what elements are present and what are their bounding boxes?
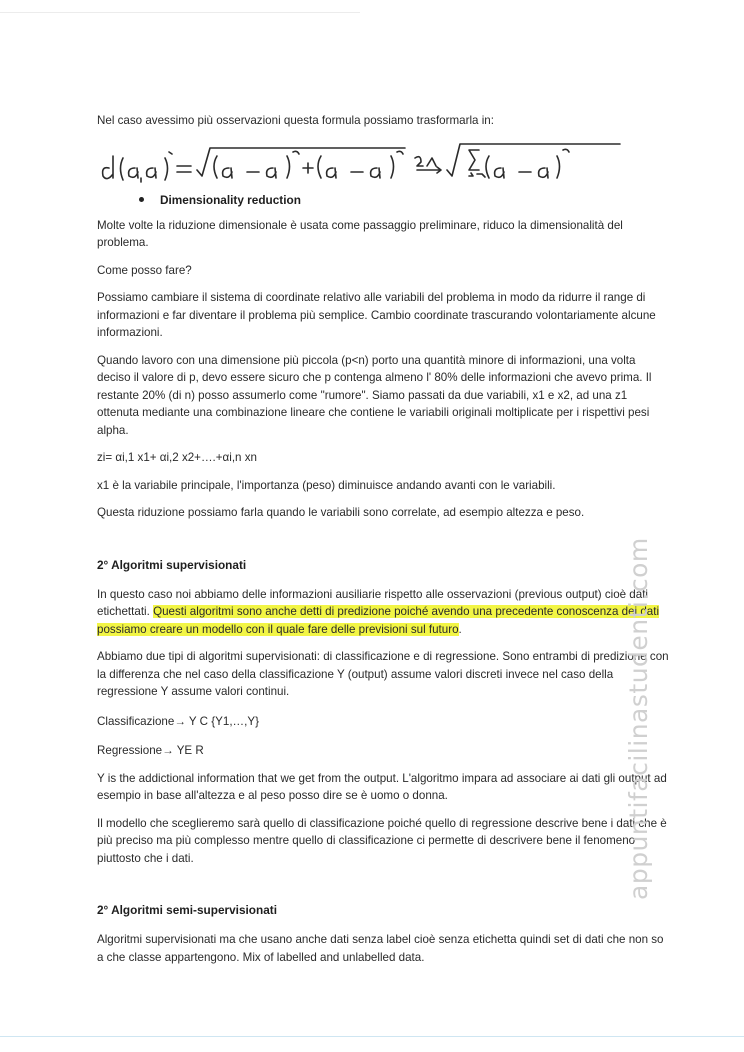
paragraph: Il modello che sceglieremo sarà quello di classificazione poiché quello di regressione descrive bene i dati che è più preciso ma più complesso mentre quello di classificazione ci permette di descrivere bene il fenomeno piuttosto che i dati.: [97, 816, 667, 865]
paragraph-highlighted: [97, 586, 672, 639]
paragraph: Possiamo cambiare il sistema di coordinate relativo alle variabili del problema in modo da ridurre il range di informazioni e far diventare il problema più semplice. Cambio coordinate trascurando volontariamente alcune informazioni.: [97, 291, 656, 339]
page-content: [97, 112, 672, 966]
formula-line: zi= αi,1 x1+ αi,2 x2+….+αi,n xn: [97, 451, 257, 464]
paragraph: x1 è la variabile principale, l'importanza (peso) diminuisce andando avanti con le variabili.: [97, 478, 556, 492]
paragraph: Abbiamo due tipi di algoritmi supervisionati: di classificazione e di regressione. Sono entrambi di predizione con la differenza che nel caso della classificazione Y (output) assume valori discreti invece nel caso della regressione Y assume valori continui.: [97, 650, 669, 698]
paragraph: Algoritmi supervisionati ma che usano anche dati senza label cioè senza etichetta quindi set di dati che non so a che classe appartengono. Mix of labelled and unlabelled data.: [97, 933, 664, 964]
paragraph: Molte volte la riduzione dimensionale è usata come passaggio preliminare, riduco la dimensionalità del problema.: [97, 218, 623, 249]
formula-line: Regressione→ YE R: [97, 744, 204, 757]
section-heading-supervised: 2° Algoritmi supervisionati: [97, 557, 247, 572]
formula-line: Classificazione→ Y C {Y1,…,Y}: [97, 714, 259, 728]
section-heading-semi-supervised: 2° Algoritmi semi-supervisionati: [97, 903, 277, 917]
bullet-icon: [139, 197, 144, 202]
top-divider: [0, 12, 360, 13]
text-segment: In questo caso noi abbiamo delle informazioni ausiliarie rispetto alle osservazioni (previous output) cioè dati etichettati.: [97, 587, 649, 618]
watermark-text: appuntifacilinastudenti.com: [624, 537, 653, 900]
paragraph: Y is the addictional information that we get from the output. L'algoritmo impara ad associare ai dati gli output ad esempio in base all'altezza e al peso posso dire se è uomo o donna.: [97, 771, 667, 802]
highlighted-text: Questi algoritmi sono anche detti di predizione poiché avendo una precedente conoscenza dei dati possiamo creare un modello con il quale fare delle previsioni sul futuro: [97, 605, 660, 636]
paragraph: Quando lavoro con una dimensione più piccola (p<n) porto una quantità minore di informazioni, una volta deciso il valore di p, devo essere sicuro che p contenga almeno l' 80% delle informazioni che avevo prima. Il restante 20% (di n) posso assumerlo come "rumore". Siamo passati da due variabili, x1 e x2, ad una z1 ottenuta mediante una combinazione lineare che contiene le variabili originali moltiplicate per i rispettivi pesi alpha.: [97, 353, 652, 437]
bottom-divider: [0, 1036, 744, 1037]
bullet-dimensionality-reduction: [139, 193, 672, 207]
paragraph: Questa riduzione possiamo farla quando le variabili sono correlate, ad esempio altezza e peso.: [97, 506, 585, 519]
section-heading-dimensionality: Dimensionality reduction: [160, 192, 301, 207]
paragraph: Come posso fare?: [97, 263, 192, 277]
handwritten-formula: [97, 138, 672, 186]
intro-paragraph: Nel caso avessimo più osservazioni questa formula possiamo trasformarla in:: [97, 114, 494, 127]
text-segment: .: [458, 622, 462, 636]
